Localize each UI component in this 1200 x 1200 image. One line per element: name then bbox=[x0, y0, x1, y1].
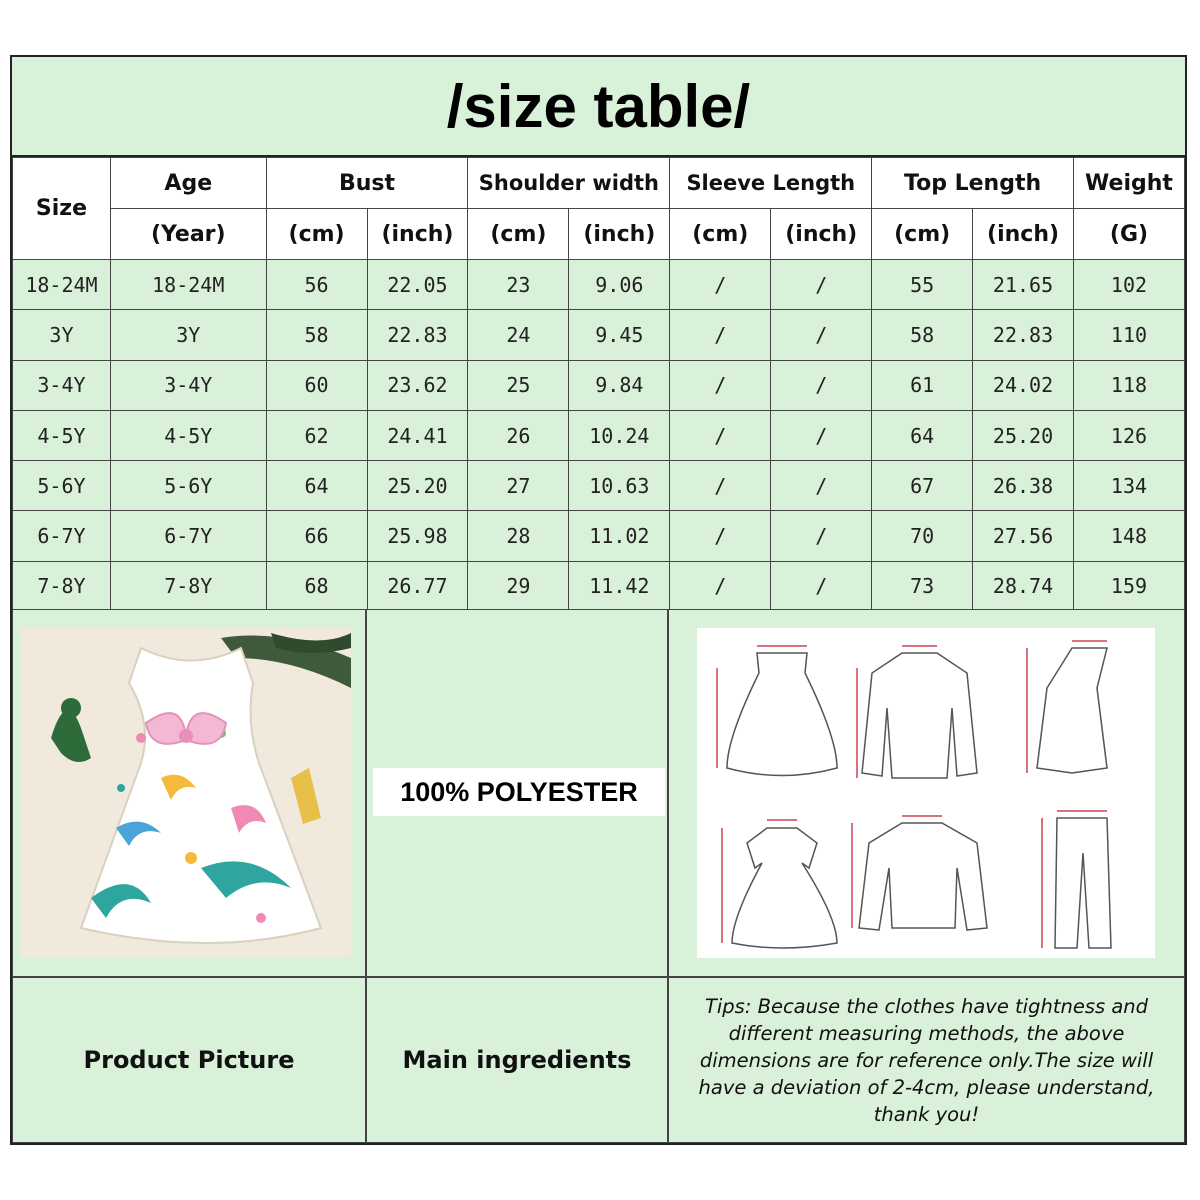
header-shoulder-width: Shoulder width bbox=[468, 158, 670, 209]
cell-sleeve-inch: / bbox=[771, 410, 872, 460]
cell-shoulder-cm: 23 bbox=[468, 260, 569, 310]
cell-bust-inch: 24.41 bbox=[367, 410, 468, 460]
cell-sleeve-inch: / bbox=[771, 360, 872, 410]
cell-weight: 159 bbox=[1073, 561, 1184, 611]
cell-shoulder-inch: 11.42 bbox=[569, 561, 670, 611]
unit-shoulder-cm: (cm) bbox=[468, 209, 569, 260]
main-ingredients-label: Main ingredients bbox=[366, 977, 668, 1143]
cell-bust-inch: 25.20 bbox=[367, 461, 468, 511]
size-table bbox=[12, 157, 1185, 612]
cell-top-cm: 55 bbox=[872, 260, 973, 310]
cell-shoulder-cm: 25 bbox=[468, 360, 569, 410]
cell-size: 5-6Y bbox=[13, 461, 111, 511]
cell-shoulder-inch: 10.24 bbox=[569, 410, 670, 460]
cell-bust-inch: 23.62 bbox=[367, 360, 468, 410]
cell-size: 3Y bbox=[13, 310, 111, 360]
cell-sleeve-cm: / bbox=[670, 360, 771, 410]
cell-top-cm: 70 bbox=[872, 511, 973, 561]
cell-shoulder-inch: 9.45 bbox=[569, 310, 670, 360]
cell-bust-cm: 68 bbox=[266, 561, 367, 611]
cell-shoulder-cm: 24 bbox=[468, 310, 569, 360]
cell-age: 4-5Y bbox=[110, 410, 266, 460]
cell-weight: 102 bbox=[1073, 260, 1184, 310]
cell-top-inch: 22.83 bbox=[973, 310, 1074, 360]
cell-sleeve-inch: / bbox=[771, 511, 872, 561]
unit-weight: (G) bbox=[1073, 209, 1184, 260]
cell-age: 18-24M bbox=[110, 260, 266, 310]
cell-shoulder-inch: 9.06 bbox=[569, 260, 670, 310]
cell-weight: 134 bbox=[1073, 461, 1184, 511]
cell-sleeve-cm: / bbox=[670, 511, 771, 561]
product-picture-label: Product Picture bbox=[12, 977, 366, 1143]
material-cell bbox=[366, 609, 668, 977]
cell-bust-cm: 64 bbox=[266, 461, 367, 511]
product-photo bbox=[21, 628, 351, 958]
table-row bbox=[13, 511, 1185, 561]
cell-sleeve-inch: / bbox=[771, 561, 872, 611]
table-row bbox=[13, 260, 1185, 310]
cell-bust-cm: 56 bbox=[266, 260, 367, 310]
cell-sleeve-cm: / bbox=[670, 310, 771, 360]
cell-size: 7-8Y bbox=[13, 561, 111, 611]
product-photo-cell bbox=[12, 609, 366, 977]
cell-age: 7-8Y bbox=[110, 561, 266, 611]
cell-age: 3-4Y bbox=[110, 360, 266, 410]
cell-shoulder-cm: 27 bbox=[468, 461, 569, 511]
cell-bust-cm: 58 bbox=[266, 310, 367, 360]
table-row bbox=[13, 561, 1185, 611]
unit-sleeve-cm: (cm) bbox=[670, 209, 771, 260]
cell-bust-inch: 22.05 bbox=[367, 260, 468, 310]
header-row bbox=[13, 158, 1185, 209]
cell-age: 3Y bbox=[110, 310, 266, 360]
header-top-length: Top Length bbox=[872, 158, 1074, 209]
table-row bbox=[13, 410, 1185, 460]
cell-bust-cm: 62 bbox=[266, 410, 367, 460]
header-age: Age bbox=[110, 158, 266, 209]
unit-shoulder-inch: (inch) bbox=[569, 209, 670, 260]
cell-sleeve-cm: / bbox=[670, 561, 771, 611]
cell-shoulder-cm: 28 bbox=[468, 511, 569, 561]
cell-top-cm: 61 bbox=[872, 360, 973, 410]
header-bust: Bust bbox=[266, 158, 468, 209]
garment-sketches bbox=[697, 628, 1155, 958]
size-chart-sheet bbox=[10, 55, 1187, 1145]
unit-sleeve-inch: (inch) bbox=[771, 209, 872, 260]
cell-size: 4-5Y bbox=[13, 410, 111, 460]
cell-sleeve-inch: / bbox=[771, 260, 872, 310]
tips-text: Tips: Because the clothes have tightness and different measuring methods, the above dimensions are for reference only.The size will have a deviation of 2-4cm, please understand, thank you! bbox=[668, 977, 1185, 1143]
table-row bbox=[13, 360, 1185, 410]
cell-sleeve-inch: / bbox=[771, 461, 872, 511]
cell-bust-inch: 22.83 bbox=[367, 310, 468, 360]
cell-top-inch: 27.56 bbox=[973, 511, 1074, 561]
cell-top-inch: 26.38 bbox=[973, 461, 1074, 511]
cell-shoulder-cm: 26 bbox=[468, 410, 569, 460]
cell-shoulder-cm: 29 bbox=[468, 561, 569, 611]
cell-top-cm: 67 bbox=[872, 461, 973, 511]
unit-top-cm: (cm) bbox=[872, 209, 973, 260]
size-table-body bbox=[13, 158, 1185, 612]
dress-image bbox=[21, 628, 351, 958]
unit-bust-inch: (inch) bbox=[367, 209, 468, 260]
cell-top-inch: 28.74 bbox=[973, 561, 1074, 611]
cell-size: 18-24M bbox=[13, 260, 111, 310]
cell-sleeve-cm: / bbox=[670, 260, 771, 310]
cell-weight: 118 bbox=[1073, 360, 1184, 410]
cell-top-inch: 25.20 bbox=[973, 410, 1074, 460]
cell-top-cm: 58 bbox=[872, 310, 973, 360]
cell-top-inch: 24.02 bbox=[973, 360, 1074, 410]
unit-age: (Year) bbox=[110, 209, 266, 260]
header-sleeve-length: Sleeve Length bbox=[670, 158, 872, 209]
cell-weight: 126 bbox=[1073, 410, 1184, 460]
cell-top-cm: 73 bbox=[872, 561, 973, 611]
cell-sleeve-cm: / bbox=[670, 410, 771, 460]
unit-bust-cm: (cm) bbox=[266, 209, 367, 260]
cell-top-inch: 21.65 bbox=[973, 260, 1074, 310]
unit-top-inch: (inch) bbox=[973, 209, 1074, 260]
cell-sleeve-cm: / bbox=[670, 461, 771, 511]
table-row bbox=[13, 461, 1185, 511]
cell-bust-cm: 66 bbox=[266, 511, 367, 561]
cell-size: 3-4Y bbox=[13, 360, 111, 410]
cell-shoulder-inch: 10.63 bbox=[569, 461, 670, 511]
measurement-diagram bbox=[697, 628, 1155, 958]
bottom-section bbox=[12, 609, 1185, 1143]
cell-size: 6-7Y bbox=[13, 511, 111, 561]
cell-age: 5-6Y bbox=[110, 461, 266, 511]
cell-bust-cm: 60 bbox=[266, 360, 367, 410]
cell-bust-inch: 25.98 bbox=[367, 511, 468, 561]
diagram-cell bbox=[668, 609, 1185, 977]
cell-bust-inch: 26.77 bbox=[367, 561, 468, 611]
cell-shoulder-inch: 11.02 bbox=[569, 511, 670, 561]
material-value: 100% POLYESTER bbox=[373, 768, 665, 816]
cell-sleeve-inch: / bbox=[771, 310, 872, 360]
header-size: Size bbox=[13, 158, 111, 260]
cell-top-cm: 64 bbox=[872, 410, 973, 460]
header-weight: Weight bbox=[1073, 158, 1184, 209]
cell-age: 6-7Y bbox=[110, 511, 266, 561]
cell-shoulder-inch: 9.84 bbox=[569, 360, 670, 410]
cell-weight: 110 bbox=[1073, 310, 1184, 360]
unit-row bbox=[13, 209, 1185, 260]
table-row bbox=[13, 310, 1185, 360]
cell-weight: 148 bbox=[1073, 511, 1184, 561]
page-title: /size table/ bbox=[12, 57, 1185, 157]
